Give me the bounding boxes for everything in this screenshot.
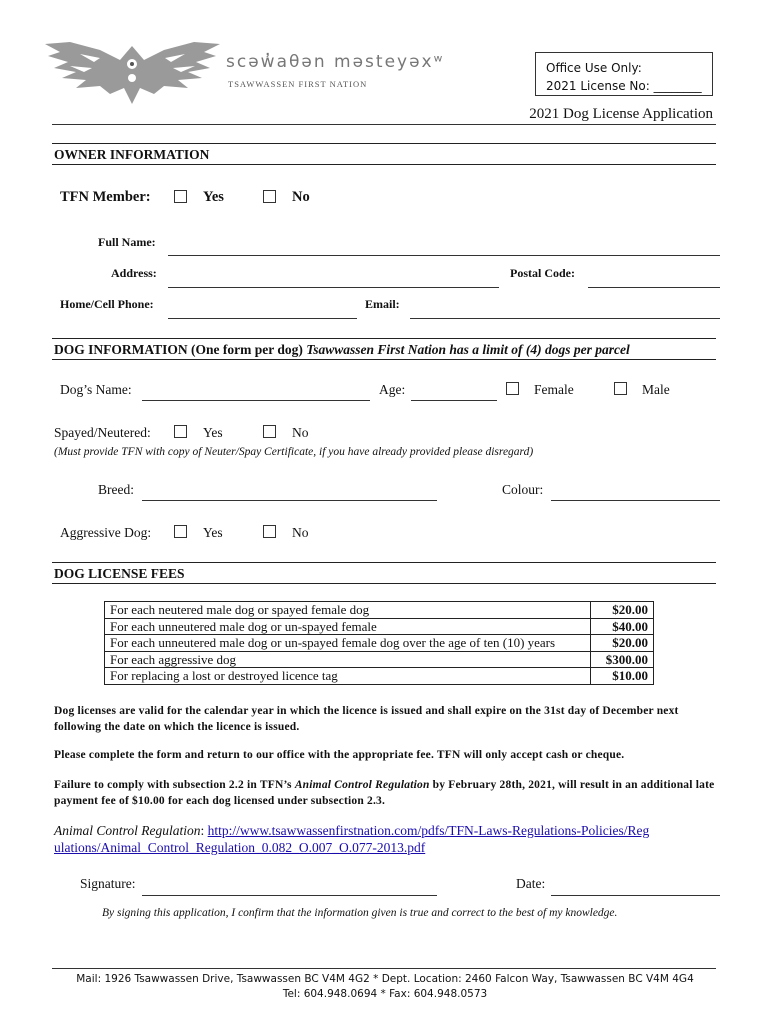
address-field[interactable]	[168, 287, 499, 288]
title-rule	[52, 124, 716, 125]
regulation-reference	[54, 822, 654, 856]
fees-section-title: DOG LICENSE FEES	[54, 566, 185, 581]
phone-label: Home/Cell Phone:	[60, 297, 154, 311]
tfn-member-yes-label: Yes	[203, 189, 224, 205]
address-label: Address:	[111, 266, 157, 280]
org-name: scəw̓aθən məsteyəxʷ	[226, 52, 445, 72]
male-label: Male	[642, 382, 670, 397]
signature-field[interactable]	[142, 895, 437, 896]
footer-rule	[52, 968, 716, 969]
certificate-note: (Must provide TFN with copy of Neuter/Spay Certificate, if you have already provided please disregard)	[54, 446, 534, 458]
license-number-label: 2021 License No: ________	[546, 79, 702, 93]
fee-desc: For each unneutered male dog or un-spayed female dog over the age of ten (10) years	[105, 635, 591, 652]
section-rule	[52, 338, 716, 339]
fee-row	[105, 602, 654, 619]
fee-amount: $20.00	[591, 635, 654, 652]
dog-section-title	[54, 342, 630, 358]
owner-section-title: OWNER INFORMATION	[54, 147, 210, 162]
fee-row	[105, 618, 654, 635]
date-label: Date:	[516, 876, 546, 891]
postal-code-field[interactable]	[588, 287, 720, 288]
section-rule	[52, 164, 716, 165]
fee-desc: For each neutered male dog or spayed female dog	[105, 602, 591, 619]
full-name-label: Full Name:	[98, 235, 156, 249]
dog-name-field[interactable]	[142, 400, 370, 401]
dog-section-heading: DOG INFORMATION (One form per dog)	[54, 342, 303, 357]
female-label: Female	[534, 382, 574, 397]
regulation-link[interactable]: http://www.tsawwassenfirstnation.com/pdfs/TFN-Laws-Regulations-Policies/Regulations/Animal_Control_Regulation_0.082_O.007_O.077-2013.pdf	[54, 823, 650, 855]
regulation-sep: :	[200, 823, 208, 838]
spayed-yes-label: Yes	[203, 425, 223, 440]
female-checkbox[interactable]	[506, 382, 519, 395]
org-subtitle: TSAWWASSEN FIRST NATION	[228, 79, 368, 89]
office-use-box	[535, 52, 713, 96]
full-name-field[interactable]	[168, 255, 720, 256]
section-rule	[52, 583, 716, 584]
form-title: 2021 Dog License Application	[529, 106, 713, 122]
failure-post: by February 28th, 2021, will result in an additional late payment fee of $10.00 for each dog licensed under subsection 2.3.	[54, 779, 715, 807]
breed-field[interactable]	[142, 500, 437, 501]
failure-pre: Failure to comply with subsection 2.2 in TFN’s	[54, 779, 295, 791]
tfn-member-label: TFN Member:	[60, 189, 151, 205]
dog-name-label: Dog’s Name:	[60, 382, 132, 397]
tfn-member-no-label: No	[292, 189, 310, 205]
fee-desc: For each aggressive dog	[105, 651, 591, 668]
footer-phone: Tel: 604.948.0694 * Fax: 604.948.0573	[282, 988, 488, 1000]
age-label: Age:	[379, 382, 406, 397]
aggressive-yes-checkbox[interactable]	[174, 525, 187, 538]
tfn-member-yes-checkbox[interactable]	[174, 190, 187, 203]
male-checkbox[interactable]	[614, 382, 627, 395]
aggressive-no-label: No	[292, 525, 309, 540]
footer-address: Mail: 1926 Tsawwassen Drive, Tsawwassen BC V4M 4G2 * Dept. Location: 2460 Falcon Way, Tsawwassen BC V4M 4G4	[76, 973, 694, 985]
failure-regulation: Animal Control Regulation	[294, 779, 430, 791]
fees-table	[104, 601, 654, 685]
fee-amount: $300.00	[591, 651, 654, 668]
aggressive-label: Aggressive Dog:	[60, 525, 152, 540]
confirm-statement: By signing this application, I confirm that the information given is true and correct to the best of my knowledge.	[102, 907, 618, 919]
breed-label: Breed:	[98, 482, 134, 497]
spayed-label: Spayed/Neutered:	[54, 425, 151, 440]
fee-row	[105, 651, 654, 668]
validity-note: Dog licenses are valid for the calendar year in which the licence is issued and shall expire on the 31st day of December next following the date on which the licence is issued.	[54, 705, 679, 733]
colour-label: Colour:	[502, 482, 544, 497]
age-field[interactable]	[411, 400, 497, 401]
spayed-no-checkbox[interactable]	[263, 425, 276, 438]
postal-code-label: Postal Code:	[510, 266, 575, 280]
section-rule	[52, 359, 716, 360]
fee-desc: For each unneutered male dog or un-spayed female	[105, 618, 591, 635]
aggressive-no-checkbox[interactable]	[263, 525, 276, 538]
colour-field[interactable]	[551, 500, 720, 501]
spayed-yes-checkbox[interactable]	[174, 425, 187, 438]
fee-row	[105, 668, 654, 685]
email-field[interactable]	[410, 318, 720, 319]
regulation-label: Animal Control Regulation	[54, 823, 201, 838]
date-field[interactable]	[551, 895, 720, 896]
email-label: Email:	[365, 297, 400, 311]
return-note: Please complete the form and return to our office with the appropriate fee. TFN will only accept cash or cheque.	[54, 749, 625, 761]
fee-amount: $10.00	[591, 668, 654, 685]
section-rule	[52, 143, 716, 144]
tfn-eagle-logo	[40, 38, 225, 108]
fee-desc: For replacing a lost or destroyed licence tag	[105, 668, 591, 685]
failure-note	[54, 777, 724, 809]
signature-label: Signature:	[80, 876, 136, 891]
dog-section-note: Tsawwassen First Nation has a limit of (4) dogs per parcel	[306, 342, 630, 357]
office-use-label: Office Use Only:	[546, 61, 642, 75]
fee-amount: $20.00	[591, 602, 654, 619]
section-rule	[52, 562, 716, 563]
fee-amount: $40.00	[591, 618, 654, 635]
phone-field[interactable]	[168, 318, 357, 319]
tfn-member-no-checkbox[interactable]	[263, 190, 276, 203]
fee-row	[105, 635, 654, 652]
aggressive-yes-label: Yes	[203, 525, 223, 540]
spayed-no-label: No	[292, 425, 309, 440]
